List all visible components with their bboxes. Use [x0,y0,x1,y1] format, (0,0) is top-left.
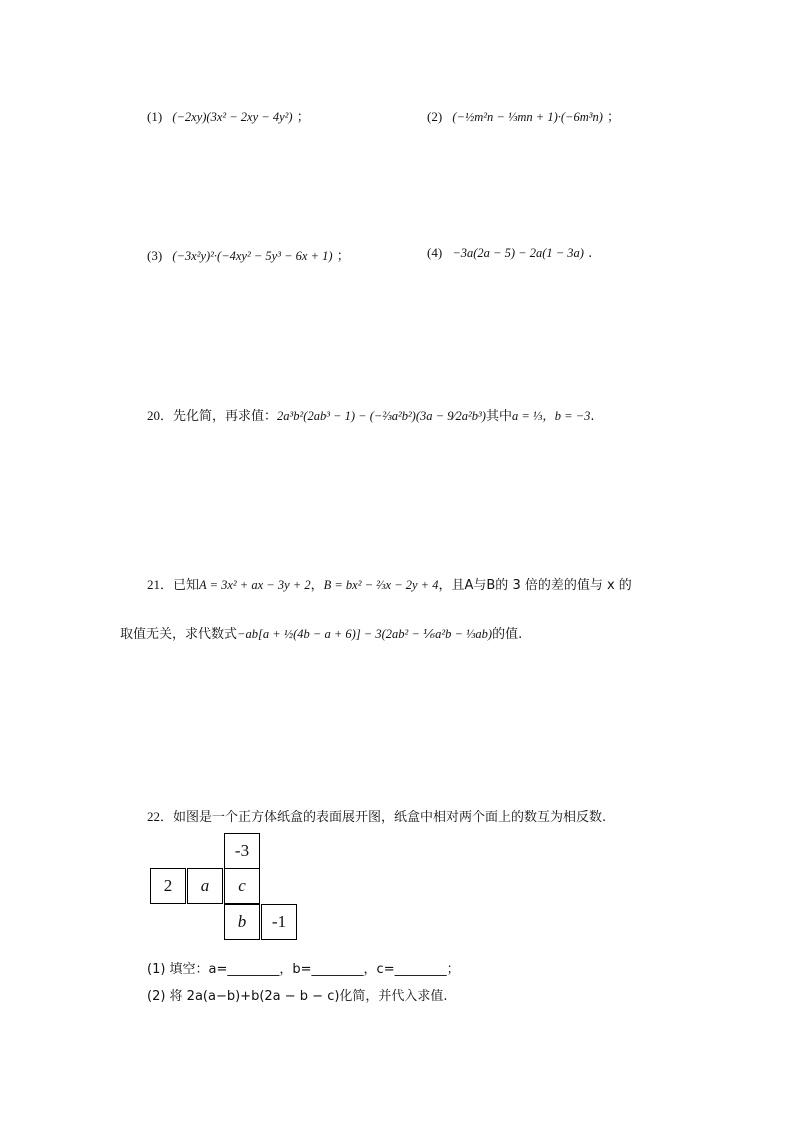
cube-net [150,833,300,945]
net-cell-2: 2 [150,868,186,904]
sub-question-1: (1) 填空：a=________，b=________，c=________； [147,962,460,977]
question-21-line-1 [147,574,632,593]
expression: (−3x²y)²·(−4xy² − 5y³ − 6x + 1) [172,249,333,263]
expression: 2a³b²(2ab³ − 1) − (−⅔a²b²)(3a − 9⁄2a²b³) [277,409,486,423]
question-21-line-2 [120,623,522,642]
prefix: 取值无关，求代数式 [120,627,238,642]
definition-a: A = 3x² + ax − 3y + 2 [199,578,311,592]
suffix: ，且A与B的 3 倍的差的值与 x 的 [438,578,632,593]
net-cell-a: a [187,868,223,904]
question-prompt: 如图是一个正方体纸盒的表面展开图，纸盒中相对两个面上的数互为相反数. [173,810,607,825]
net-cell-c: c [224,868,260,904]
question-number: 21． [147,577,174,592]
prefix: 已知 [173,578,200,593]
item-label: (1) [147,109,163,124]
net-cell-top: -3 [224,833,260,869]
punct: ； [607,110,621,125]
sub-question-2: (2) 将 2a(a−b)+b(2a − b − c)化简，并代入求值. [147,989,448,1004]
condition: a = ⅓，b = −3 [511,409,591,423]
question-number: 22． [147,809,174,824]
expression: −3a(2a − 5) − 2a(1 − 3a) [452,246,584,260]
question-number: 20． [147,408,174,423]
question-22 [147,806,606,825]
net-cell-neg1: -1 [261,904,297,940]
expression: (−½m²n − ⅓mn + 1)·(−6m³n) [452,110,603,124]
question-prompt: 先化简，再求值： [173,409,278,424]
q19-item-2 [427,106,620,125]
item-label: (4) [427,245,443,260]
item-label: (3) [147,248,163,263]
expression: (−2xy)(3x² − 2xy − 4y²) [172,110,293,124]
q19-item-3 [147,245,350,264]
q19-item-4 [427,245,592,261]
punct: . [588,246,593,261]
punct: . [590,409,595,424]
net-cell-b: b [224,904,260,940]
condition-prefix: 其中 [485,409,512,424]
suffix: 的值. [492,627,523,642]
definition-b: B = bx² − ⅔x − 2y + 4 [323,578,439,592]
item-label: (2) [427,109,443,124]
separator: ， [310,578,324,593]
punct: ； [336,249,350,264]
punct: ； [296,110,310,125]
q19-item-1 [147,106,310,125]
expression: −ab[a + ½(4b − a + 6)] − 3(2ab² − ⅙a²b − ⅓ab) [237,627,493,641]
question-20 [147,405,595,424]
